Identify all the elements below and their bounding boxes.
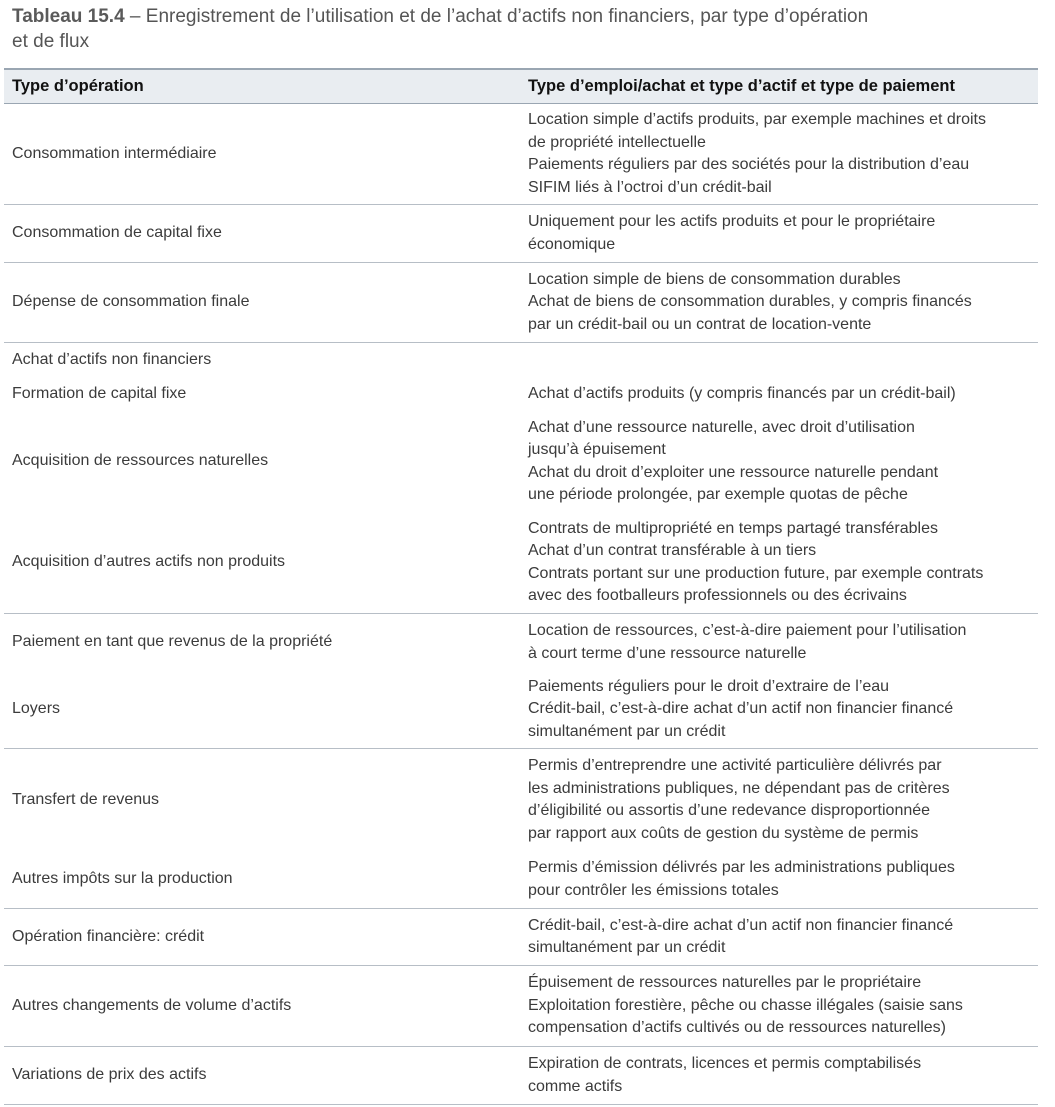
- description-line: Achat d’un contrat transférable à un tiers: [528, 542, 817, 559]
- operation-type-cell: Acquisition d’autres actifs non produits: [12, 553, 286, 571]
- table-row: [4, 749, 1038, 851]
- description-line: les administrations publiques, ne dépendant pas de critères: [528, 779, 950, 797]
- description-line: à court terme d’une ressource naturelle: [528, 644, 807, 662]
- description-line: une période prolongée, par exemple quotas de pêche: [528, 486, 908, 503]
- operation-type-cell: Autres changements de volume d’actifs: [12, 996, 292, 1014]
- operation-type-cell: Formation de capital fixe: [12, 384, 187, 402]
- table-row: [4, 411, 1038, 512]
- description-line: avec des footballeurs professionnels ou des écrivains: [528, 587, 907, 604]
- usage-description-cell: [520, 620, 1038, 665]
- table-row: [4, 671, 1038, 749]
- usage-description-cell: [520, 915, 1038, 960]
- description-line: simultanément par un crédit: [528, 722, 726, 740]
- description-line: Exploitation forestière, pêche ou chasse illégales (saisie sans: [528, 996, 963, 1014]
- description-line: pour contrôler les émissions totales: [528, 881, 779, 899]
- usage-description-cell: [520, 383, 1038, 406]
- description-line: Crédit-bail, c’est-à-dire achat d’un actif non financier financé: [528, 700, 954, 718]
- description-line: Achat de biens de consommation durables, y compris financés: [528, 293, 972, 311]
- description-line: Location de ressources, c’est-à-dire paiement pour l’utilisation: [528, 622, 967, 639]
- operation-type-cell: Variations de prix des actifs: [12, 1066, 207, 1084]
- table-row: [4, 614, 1038, 671]
- column-header-operation: Type d’opération: [12, 77, 144, 95]
- operation-type-cell: Opération financière: crédit: [12, 927, 205, 945]
- description-line: Épuisement de ressources naturelles par le propriétaire: [528, 974, 922, 992]
- description-line: simultanément par un crédit: [528, 939, 726, 956]
- description-line: d’éligibilité ou assortis d’une redevance disproportionnée: [528, 802, 931, 819]
- description-line: Achat d’actifs produits (y compris financés par un crédit-bail): [528, 384, 956, 402]
- table-row: [4, 909, 1038, 966]
- table-row: [4, 377, 1038, 411]
- description-line: Achat du droit d’exploiter une ressource naturelle pendant: [528, 463, 939, 481]
- usage-description-cell: [520, 269, 1038, 337]
- table-row: [4, 104, 1038, 205]
- description-line: Permis d’entreprendre une activité particulière délivrés par: [528, 757, 942, 774]
- description-line: Paiements réguliers pour le droit d’extraire de l’eau: [528, 677, 890, 695]
- table-header: [4, 68, 1038, 104]
- table-row: [4, 1047, 1038, 1105]
- table-body: [4, 104, 1038, 1105]
- description-line: Permis d’émission délivrés par les administrations publiques: [528, 859, 955, 876]
- description-line: Expiration de contrats, licences et permis comptabilisés: [528, 1055, 922, 1072]
- description-line: par un crédit-bail ou un contrat de location-vente: [528, 315, 872, 333]
- table-row: [4, 343, 1038, 377]
- operation-type-cell: Consommation intermédiaire: [12, 144, 217, 162]
- description-line: de propriété intellectuelle: [528, 133, 706, 151]
- usage-description-cell: [520, 518, 1038, 608]
- table-row: [4, 205, 1038, 263]
- table-row: [4, 263, 1038, 343]
- operation-type-cell: Consommation de capital fixe: [12, 224, 222, 242]
- description-line: Location simple de biens de consommation durables: [528, 270, 901, 288]
- description-line: Location simple d’actifs produits, par exemple machines et droits: [528, 111, 986, 128]
- table-title: [12, 4, 1012, 54]
- usage-description-cell: [520, 972, 1038, 1040]
- description-line: par rapport aux coûts de gestion du système de permis: [528, 824, 919, 842]
- table-row: [4, 851, 1038, 909]
- usage-description-cell: [520, 109, 1038, 199]
- description-line: jusqu’à épuisement: [528, 441, 666, 458]
- description-line: SIFIM liés à l’octroi d’un crédit-bail: [528, 178, 772, 196]
- operation-type-cell: Achat d’actifs non financiers: [12, 350, 212, 368]
- description-line: Contrats de multipropriété en temps partagé transférables: [528, 519, 938, 537]
- description-line: Crédit-bail, c’est-à-dire achat d’un actif non financier financé: [528, 916, 954, 934]
- operation-type-cell: Transfert de revenus: [12, 790, 160, 808]
- operation-type-cell: Acquisition de ressources naturelles: [12, 452, 269, 470]
- table-caption-line2: et de flux: [12, 31, 90, 52]
- description-line: Paiements réguliers par des sociétés pour la distribution d’eau: [528, 156, 970, 173]
- operation-type-cell: Paiement en tant que revenus de la propriété: [12, 633, 333, 651]
- description-line: Contrats portant sur une production future, par exemple contrats: [528, 564, 984, 582]
- table-row: [4, 966, 1038, 1047]
- usage-description-cell: [520, 211, 1038, 256]
- data-table: [4, 68, 1038, 1105]
- usage-description-cell: [520, 755, 1038, 845]
- operation-type-cell: Loyers: [12, 700, 61, 718]
- usage-description-cell: [520, 857, 1038, 902]
- description-line: économique: [528, 235, 616, 253]
- description-line: compensation d’actifs cultivés ou de ressources naturelles): [528, 1019, 946, 1037]
- table-row: [4, 512, 1038, 614]
- column-header-usage: Type d’emploi/achat et type d’actif et type de paiement: [528, 77, 955, 95]
- usage-description-cell: [520, 1053, 1038, 1098]
- description-line: Uniquement pour les actifs produits et pour le propriétaire: [528, 213, 936, 230]
- operation-type-cell: Dépense de consommation finale: [12, 293, 250, 311]
- table-number: Tableau 15.4: [12, 6, 125, 27]
- table-caption: – Enregistrement de l’utilisation et de l’achat d’actifs non financiers, par type d’opération: [124, 6, 869, 27]
- usage-description-cell: [520, 676, 1038, 744]
- description-line: Achat d’une ressource naturelle, avec droit d’utilisation: [528, 418, 915, 436]
- usage-description-cell: [520, 417, 1038, 507]
- description-line: comme actifs: [528, 1077, 623, 1095]
- operation-type-cell: Autres impôts sur la production: [12, 870, 233, 888]
